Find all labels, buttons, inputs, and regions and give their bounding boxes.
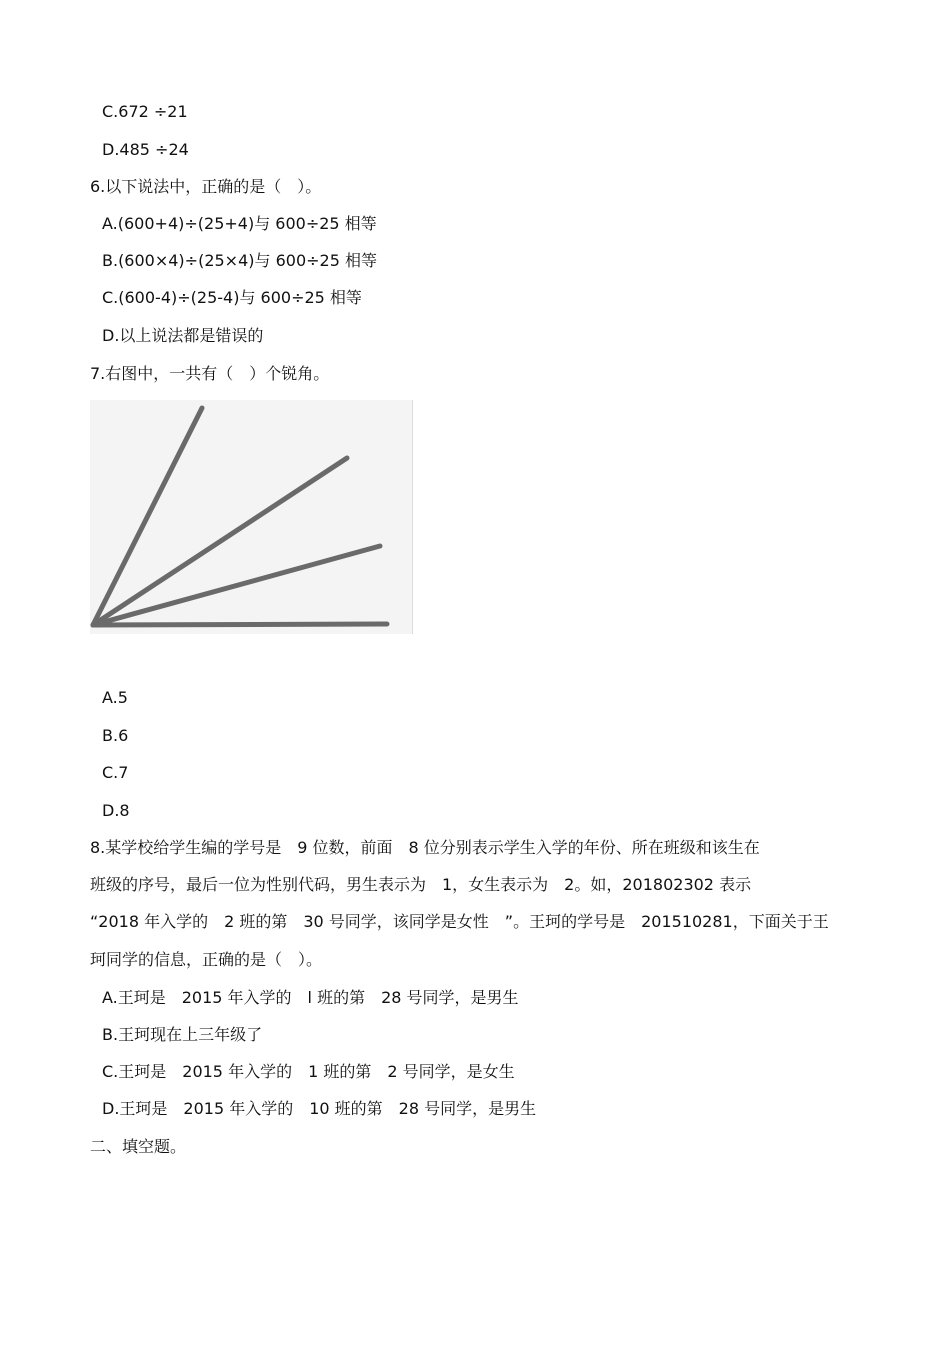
option-b-q8: B.王珂现在上三年级了 xyxy=(102,1025,263,1044)
angles-figure xyxy=(90,400,413,634)
option-c-q5: C.672 ÷21 xyxy=(102,102,188,121)
option-d-q6: D.以上说法都是错误的 xyxy=(102,326,264,345)
question-8-line-3: “2018 年入学的 2 班的第 30 号同学，该同学是女性 ”。王珂的学号是 201510281，下面关于王 xyxy=(90,912,829,931)
option-a-q6: A.(600+4)÷(25+4)与 600÷25 相等 xyxy=(102,214,377,233)
option-d-q8: D.王珂是 2015 年入学的 10 班的第 28 号同学，是男生 xyxy=(102,1099,537,1118)
section-heading-fill-in: 二、填空题。 xyxy=(90,1137,187,1156)
ray-1 xyxy=(93,408,202,625)
question-8-line-4: 珂同学的信息，正确的是（ ）。 xyxy=(90,950,323,969)
ray-3 xyxy=(93,546,380,625)
option-b-q6: B.(600×4)÷(25×4)与 600÷25 相等 xyxy=(102,251,377,270)
option-c-q7: C.7 xyxy=(102,763,129,782)
ray-2 xyxy=(93,458,347,625)
question-8-line-1: 8.某学校给学生编的学号是 9 位数，前面 8 位分别表示学生入学的年份、所在班级和该生在 xyxy=(90,838,760,857)
option-a-q8: A.王珂是 2015 年入学的 l 班的第 28 号同学，是男生 xyxy=(102,988,519,1007)
option-d-q7: D.8 xyxy=(102,801,130,820)
question-7-stem: 7.右图中，一共有（ ）个锐角。 xyxy=(90,364,330,383)
option-d-q5: D.485 ÷24 xyxy=(102,140,189,159)
option-c-q8: C.王珂是 2015 年入学的 1 班的第 2 号同学，是女生 xyxy=(102,1062,515,1081)
option-a-q7: A.5 xyxy=(102,688,128,707)
ray-4 xyxy=(93,624,387,625)
option-c-q6: C.(600-4)÷(25-4)与 600÷25 相等 xyxy=(102,288,362,307)
question-6-stem: 6.以下说法中，正确的是（ ）。 xyxy=(90,177,322,196)
option-b-q7: B.6 xyxy=(102,726,129,745)
question-8-line-2: 班级的序号，最后一位为性别代码，男生表示为 1，女生表示为 2。如，201802302 表示 xyxy=(90,875,752,894)
